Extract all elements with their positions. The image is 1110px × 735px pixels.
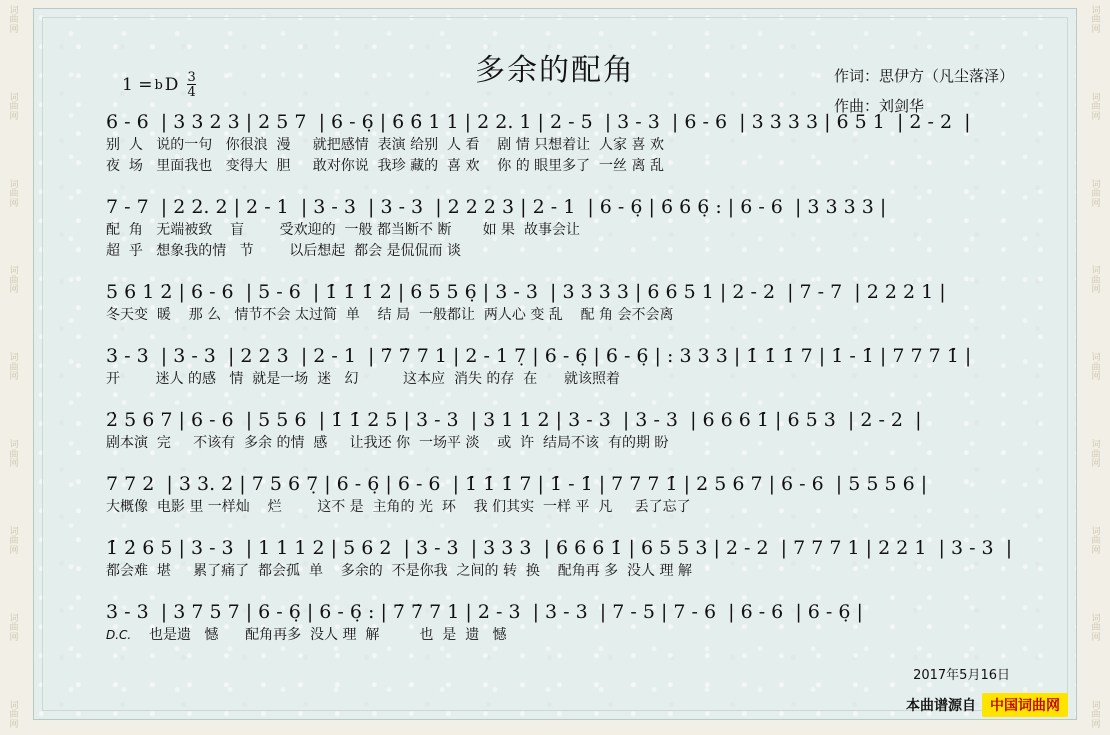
watermark: 词曲网 [1091, 91, 1101, 121]
score-systems [106, 109, 1062, 650]
score-system [106, 599, 1062, 646]
dc-marking: D.C. [106, 628, 132, 642]
notation-line [106, 535, 1062, 561]
score-system [106, 343, 1062, 390]
score-system [106, 279, 1062, 326]
watermark: 词曲网 [9, 178, 19, 208]
system-gap [106, 458, 1062, 471]
time-numerator: 3 [187, 70, 196, 85]
score-system [106, 407, 1062, 454]
watermark: 词曲网 [9, 525, 19, 555]
lyric-line-1: 剧本演 完 不该有 多余 的情 感 让我还 你 一场平 淡 或 许 结局不该 有的期 盼 [106, 435, 669, 451]
watermark: 词曲网 [9, 265, 19, 295]
system-gap [106, 266, 1062, 279]
system-gap [106, 586, 1062, 599]
notation-line: 7 7 2 | 3 3. 2̇ | 7 5 6 7̣ | 6 - 6̣ | 6 - 6 | 1̇ 1̇ 1̇ 7 | 1̇ - 1̇ | 7 7 7 1̇ | 2 5 6 7 | 6 - 6 | 5 5 5 6 | [106, 473, 928, 495]
score-system [106, 109, 1062, 177]
key-label: 1 = [122, 75, 153, 95]
watermark: 词曲网 [1091, 5, 1101, 34]
lyric-line-1: 大概像 电影 里 一样灿 烂 这不 是 主角的 光 环 我 们其实 一样 平 凡 丢了忘了 [106, 499, 691, 515]
system-gap [106, 330, 1062, 343]
lyric-line-1: 配 角 无端被致 盲 受欢迎的 一般 都当断不 断 如 果 故事会让 [106, 222, 580, 238]
lyric-line-1: 别 人 说的一句 你很浪 漫 就把感情 表演 给别 人 看 剧 情 只想着让 人家 喜 欢 [106, 137, 664, 153]
watermark: 词曲网 [1091, 352, 1101, 382]
flat-icon: b [154, 77, 163, 93]
lyric-text: 也是遗 憾 配角再多 没人 理 解 也 是 遗 憾 [131, 627, 507, 643]
score-system [106, 535, 1062, 582]
time-denominator: 4 [187, 85, 196, 100]
watermark: 词曲网 [9, 91, 19, 121]
composer-line: 作曲：刘剑华 [833, 97, 924, 115]
watermark: 词曲网 [9, 612, 19, 642]
notation-line: 6 - 6 | 3 3 2 3 | 2 5 7 | 6 - 6̣ | 6̇ 6̇ 1 1 | 2 2. 1 | 2 - 5 | 3 - 3 | 6 - 6 | 3 3 3 3 | 6 5 1 | 2 - 2 | [106, 111, 971, 133]
source-attribution [906, 693, 1068, 717]
notation-line: 5 6 1 2̇ | 6 - 6 | 5 - 6 | 1̇ 1̇ 1̇ 2̇ | 6 5 5 6̣ | 3 - 3 | 3 3 3 3 | 6 6 5 1 | 2 - 2 | 7 - 7 | 2 2 2 1 | [106, 281, 946, 303]
system-gap [106, 394, 1062, 407]
notation-line: 3 - 3 | 3 - 3 | 2 2 3 | 2 - 1 | 7̇ 7̇ 7 1 | 2 - 1 7̣ | 6 - 6̣ | 6 - 6̣ | : 3 3 3 | 1̇ 1̇ 1̇ 7 | 1̇ - 1̇ | 7 7 7 1̇ | [106, 345, 972, 367]
lyric-line-1 [106, 625, 1062, 646]
score-sheet [33, 8, 1077, 720]
watermark: 词曲网 [9, 439, 19, 469]
notation-line: 7 - 7 | 2 2. 2 | 2 - 1 | 3 - 3 | 3 - 3 | 2 2 2 3 | 2 - 1 | 6 - 6̣ | 6̇ 6̇ 6̣ : | 6 - 6 | 3 3 3 3 | [106, 196, 887, 218]
lyric-line-1: 冬天变 暖 那 么 情节不会 太过简 单 结 局 一般都让 两人心 变 乱 配 角 会不会离 [106, 307, 674, 323]
composition-date: 2017年5月16日 [913, 668, 1010, 683]
watermark-column-right [1082, 0, 1110, 735]
lyric-line-1: 都会难 堪 累了痛了 都会孤 单 多余的 不是你我 之间的 转 换 配角再 多 没人 理 解 [106, 563, 692, 579]
time-signature [187, 71, 195, 99]
watermark: 词曲网 [1091, 178, 1101, 208]
watermark: 词曲网 [1091, 265, 1101, 295]
watermark-column-left [0, 0, 28, 735]
lyricist-line: 作词：思伊方（凡尘落泽） [833, 67, 1014, 85]
watermark: 词曲网 [9, 699, 19, 729]
source-label: 本曲谱源自 [906, 698, 976, 714]
lyric-line-2: 超 乎 想象我的情 节 以后想起 都会 是侃侃而 谈 [106, 243, 462, 259]
key-signature [122, 71, 196, 99]
system-gap [106, 181, 1062, 194]
watermark: 词曲网 [1091, 525, 1101, 555]
key-letter: D [164, 75, 179, 95]
system-gap [106, 522, 1062, 535]
lyric-line-2: 夜 场 里面我也 变得大 胆 敢对你说 我珍 藏的 喜 欢 你 的 眼里多了 一丝 离 乱 [106, 158, 664, 174]
watermark: 词曲网 [1091, 699, 1101, 729]
score-system [106, 471, 1062, 518]
notation-line: 2̇ 5 6 7 | 6 - 6 | 5 5 6 | 1̇ 1̇ 2 5 | 3 - 3 | 3 1 1 2 | 3 - 3 | 3 - 3 | 6 6 6 1̇ | 6 5 3 | 2 - 2 | [106, 409, 922, 431]
song-title: 多余的配角 [475, 53, 635, 88]
watermark: 词曲网 [1091, 612, 1101, 642]
source-site-badge[interactable]: 中国词曲网 [982, 693, 1068, 717]
score-system [106, 194, 1062, 262]
watermark: 词曲网 [1091, 439, 1101, 469]
notation-line: 3 - 3 | 3 7 5 7 | 6 - 6̣ | 6 - 6̣ : | 7̇ 7̇ 7 1 | 2 - 3 | 3 - 3 | 7 - 5 | 7 - 6 | 6 - 6 | 6 - 6̣ | [106, 601, 863, 623]
watermark: 词曲网 [9, 5, 19, 34]
watermark: 词曲网 [9, 352, 19, 382]
lyric-line-1: 开 迷人 的感 情 就是一场 迷 幻 这本应 消失 的存 在 就该照着 [106, 371, 621, 387]
notation-text: 1̇ 2̇ 6 5 | 3 - 3 | 1 1 1 2 | 5 6 2 | 3 - 3 | 3 3 3 | 6 6 6 1̇ | 6 5 5 3 | 2 - 2 | 7 7 7 1 | 2 2 1 | 3 - 3 | [106, 537, 1013, 559]
